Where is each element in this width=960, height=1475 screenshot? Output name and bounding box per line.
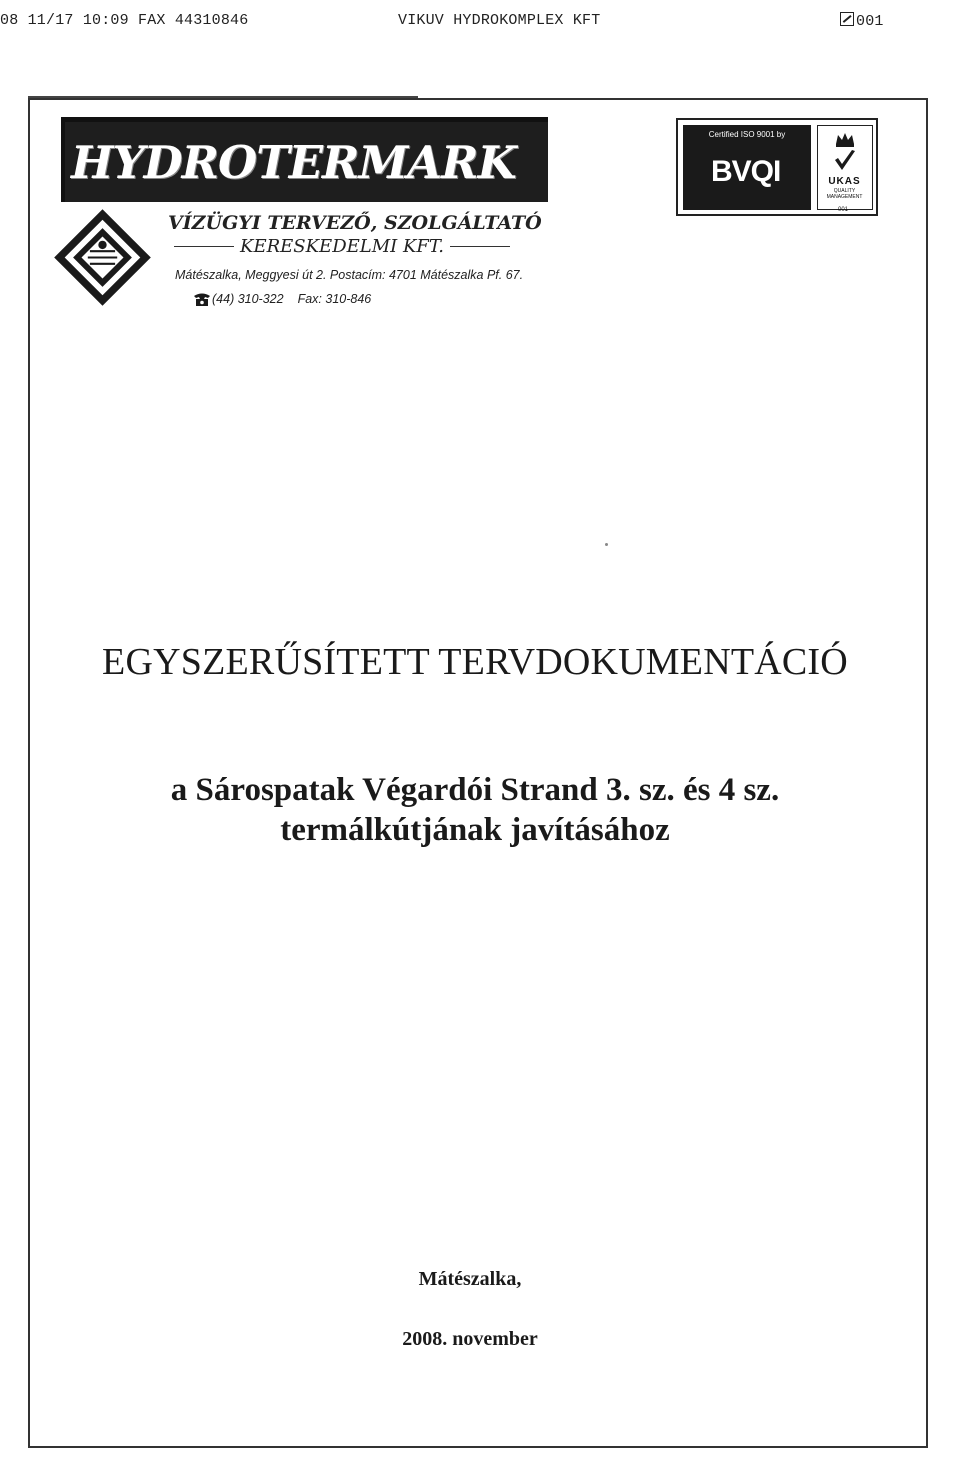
fax-page-icon [840, 12, 854, 26]
document-city: Mátészalka, [418, 1268, 522, 1290]
divider [174, 246, 234, 248]
fax-header [0, 12, 960, 34]
bvqi-logo: BVQI [711, 155, 781, 188]
fax-header-page [840, 12, 884, 30]
telephone-icon [193, 292, 211, 306]
letterhead-line-2-text: KERESKEDELMI KFT. [240, 236, 445, 257]
letterhead-phone: (44) 310-322 [212, 292, 284, 306]
letterhead-line-1: VÍZÜGYI TERVEZŐ, SZOLGÁLTATÓ [168, 212, 542, 234]
ukas-number: 001 [838, 207, 849, 213]
brand-name: HYDROTERMARK [71, 135, 516, 189]
fax-page-number: 001 [856, 13, 884, 30]
ukas-badge [817, 125, 873, 210]
ukas-label: UKAS [828, 176, 861, 187]
ukas-subtitle: QUALITY MANAGEMENT [826, 188, 863, 200]
subtitle-line-1: a Sárospatak Végardói Strand 3. sz. és 4 sz. [170, 772, 780, 808]
letterhead-address: Mátészalka, Meggyesi út 2. Postacím: 4701 Mátészalka Pf. 67. [175, 268, 524, 282]
divider [450, 246, 510, 248]
fax-header-sender: VIKUV HYDROKOMPLEX KFT [398, 12, 601, 29]
brand-banner-stripe [51, 117, 65, 202]
crown-icon [834, 130, 856, 148]
document-title: EGYSZERŰSÍTETT TERVDOKUMENTÁCIÓ [102, 641, 848, 683]
brand-banner [51, 117, 548, 202]
letterhead-line-2 [168, 236, 516, 257]
document-subtitle [0, 770, 950, 850]
bvqi-badge [683, 125, 811, 210]
letterhead-contact [212, 292, 371, 306]
certified-text: Certified ISO 9001 by [708, 130, 786, 139]
certification-box [676, 118, 878, 216]
document-date: 2008. november [402, 1328, 538, 1350]
fax-header-left: 08 11/17 10:09 FAX 44310846 [0, 12, 249, 29]
letterhead-fax: Fax: 310-846 [297, 292, 372, 306]
subtitle-line-2: termálkútjának javításához [280, 812, 670, 848]
check-icon [832, 148, 858, 174]
scan-speck [605, 543, 608, 546]
company-logo-icon [50, 205, 155, 310]
